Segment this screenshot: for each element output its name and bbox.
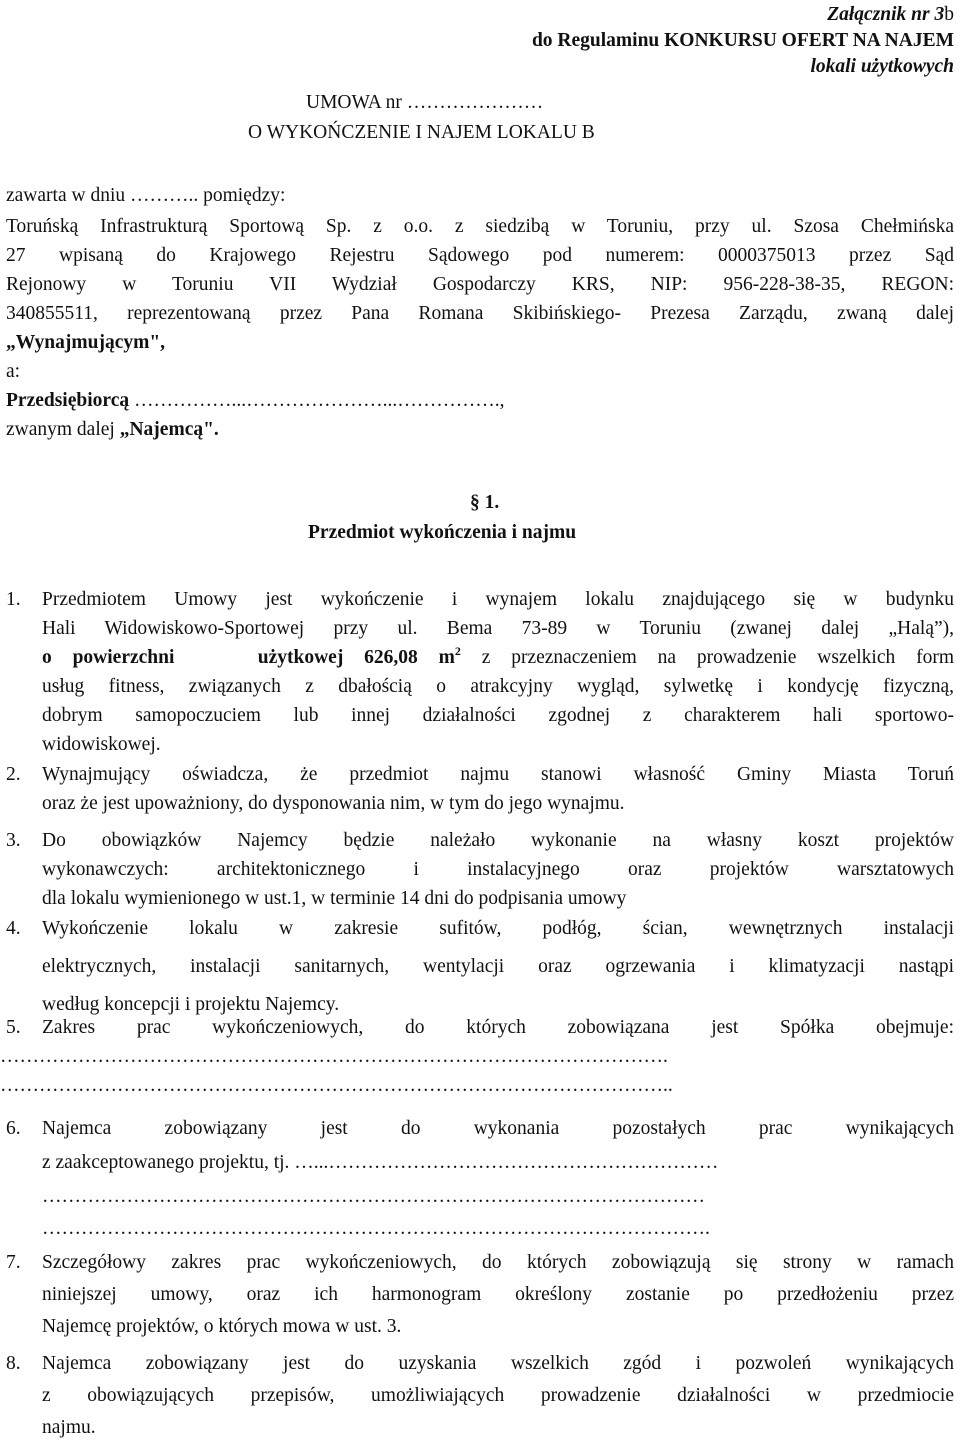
item-line: z zaakceptowanego projektu, tj. …...…………………………………………………… — [42, 1152, 719, 1173]
item-number: 4. — [6, 918, 21, 939]
landlord-name: „Wynajmującym", — [6, 332, 166, 353]
item-line: najmu. — [42, 1417, 96, 1438]
item-5-text — [0, 1013, 954, 1100]
item-line: Najemca zobowiązany jest do uzyskania wszelkich zgód i pozwoleń wynikających — [42, 1353, 954, 1374]
tenant-label: Przedsiębiorcą — [6, 390, 130, 411]
placeholder-line: …………………………………………………………………………………………. — [42, 1218, 710, 1239]
item-1-text — [42, 585, 954, 759]
landlord-line: 340855511, reprezentowaną przez Pana Romana Skibińskiego- Prezesa Zarządu, zwaną dalej — [6, 303, 954, 324]
attachment-number: Załącznik nr 3b — [827, 4, 954, 25]
item-line: Przedmiotem Umowy jest wykończenie i wynajem lokalu znajdującego się w budynku — [42, 589, 954, 610]
item-line: widowiskowej. — [42, 734, 161, 755]
placeholder-line: …………………………………………………………………………………………. — [0, 1046, 668, 1067]
landlord-line: Rejonowy w Toruniu VII Wydział Gospodarczy KRS, NIP: 956-228-38-35, REGON: — [6, 274, 954, 295]
and-label: a: — [6, 361, 21, 382]
item-number: 7. — [6, 1252, 21, 1273]
item-6-text — [42, 1114, 954, 1243]
area-label: o powierzchni — [42, 647, 175, 668]
area-purpose: z przeznaczeniem na prowadzenie wszelkich form — [460, 647, 954, 668]
item-line: Do obowiązków Najemcy będzie należało wykonanie na własny koszt projektów — [42, 830, 954, 851]
contract-subtitle: O WYKOŃCZENIE I NAJEM LOKALU B — [248, 122, 595, 143]
item-line: oraz że jest upoważniony, do dysponowania nim, w tym do jego wynajmu. — [42, 793, 625, 814]
tenant-called — [6, 415, 954, 444]
item-line: elektrycznych, instalacji sanitarnych, wentylacji oraz ogrzewania i klimatyzacji nastąpi — [42, 956, 954, 977]
placeholder-line: ………………………………………………………………………………………….. — [0, 1075, 673, 1096]
item-number: 5. — [6, 1017, 21, 1038]
item-line: Szczegółowy zakres prac wykończeniowych, do których zobowiązują się strony w ramach — [42, 1252, 954, 1273]
section-title: Przedmiot wykończenia i najmu — [308, 522, 577, 543]
contract-title: UMOWA nr ………………… — [306, 92, 544, 113]
item-number: 1. — [6, 589, 21, 610]
item-line: według koncepcji i projektu Najemcy. — [42, 994, 340, 1015]
item-number: 6. — [6, 1118, 21, 1139]
item-number: 8. — [6, 1353, 21, 1374]
item-3-text — [42, 826, 954, 913]
item-line: usług fitness, związanych z dbałością o atrakcyjny wygląd, sylwetkę i kondycję fizyczną, — [42, 676, 954, 697]
item-line: wykonawczych: architektonicznego i instalacyjnego oraz projektów warsztatowych — [42, 859, 954, 880]
landlord-line: Toruńską Infrastrukturą Sportową Sp. z o.o. z siedzibą w Toruniu, przy ul. Szosa Chełmińska — [6, 216, 954, 237]
landlord-line: 27 wpisaną do Krajowego Rejestru Sądowego pod numerem: 0000375013 przez Sąd — [6, 245, 954, 266]
tenant-called-prefix: zwanym dalej — [6, 419, 120, 440]
area-value: użytkowej 626,08 $m^2$ — [257, 644, 461, 668]
item-line: Najemcę projektów, o których mowa w ust. 3. — [42, 1316, 402, 1337]
item-area-line — [42, 643, 954, 672]
item-line: Wynajmujący oświadcza, że przedmiot najmu stanowi własność Gminy Miasta Toruń — [42, 764, 954, 785]
concluded-on: zawarta w dniu ……….. pomiędzy: — [6, 185, 286, 206]
item-2-text — [42, 760, 954, 818]
item-line: niniejszej umowy, oraz ich harmonogram określony zostanie po przedłożeniu przez — [42, 1284, 954, 1305]
section-number: § 1. — [470, 492, 500, 513]
item-7-text — [42, 1248, 954, 1341]
landlord-description — [6, 212, 954, 444]
item-number: 3. — [6, 830, 21, 851]
item-line: Zakres prac wykończeniowych, do których zobowiązana jest Spółka obejmuje: — [42, 1017, 954, 1038]
item-line: Hali Widowiskowo-Sportowej przy ul. Bema 73-89 w Toruniu (zwanej dalej „Halą”), — [42, 618, 954, 639]
placeholder-line: ………………………………………………………………………………………… — [42, 1186, 705, 1207]
item-8-text — [42, 1349, 954, 1442]
item-line: z obowiązujących przepisów, umożliwiających prowadzenie działalności w przedmiocie — [42, 1385, 954, 1406]
premises-type: lokali użytkowych — [810, 56, 954, 77]
item-line: dobrym samopoczuciem lub innej działalności zgodnej z charakterem hali sportowo- — [42, 705, 954, 726]
item-4-text — [42, 914, 954, 1019]
regulation-reference: do Regulaminu KONKURSU OFERT NA NAJEM — [531, 30, 954, 51]
item-line: dla lokalu wymienionego w ust.1, w terminie 14 dni do podpisania umowy — [42, 888, 627, 909]
item-line: Wykończenie lokalu w zakresie sufitów, podłóg, ścian, wewnętrznych instalacji — [42, 918, 954, 939]
item-number: 2. — [6, 764, 21, 785]
item-line: Najemca zobowiązany jest do wykonania pozostałych prac wynikających — [42, 1118, 954, 1139]
tenant-placeholder: ……………...…………………...……………., — [129, 390, 505, 411]
tenant-called-name: „Najemcą". — [119, 419, 219, 440]
tenant-line — [6, 386, 954, 415]
